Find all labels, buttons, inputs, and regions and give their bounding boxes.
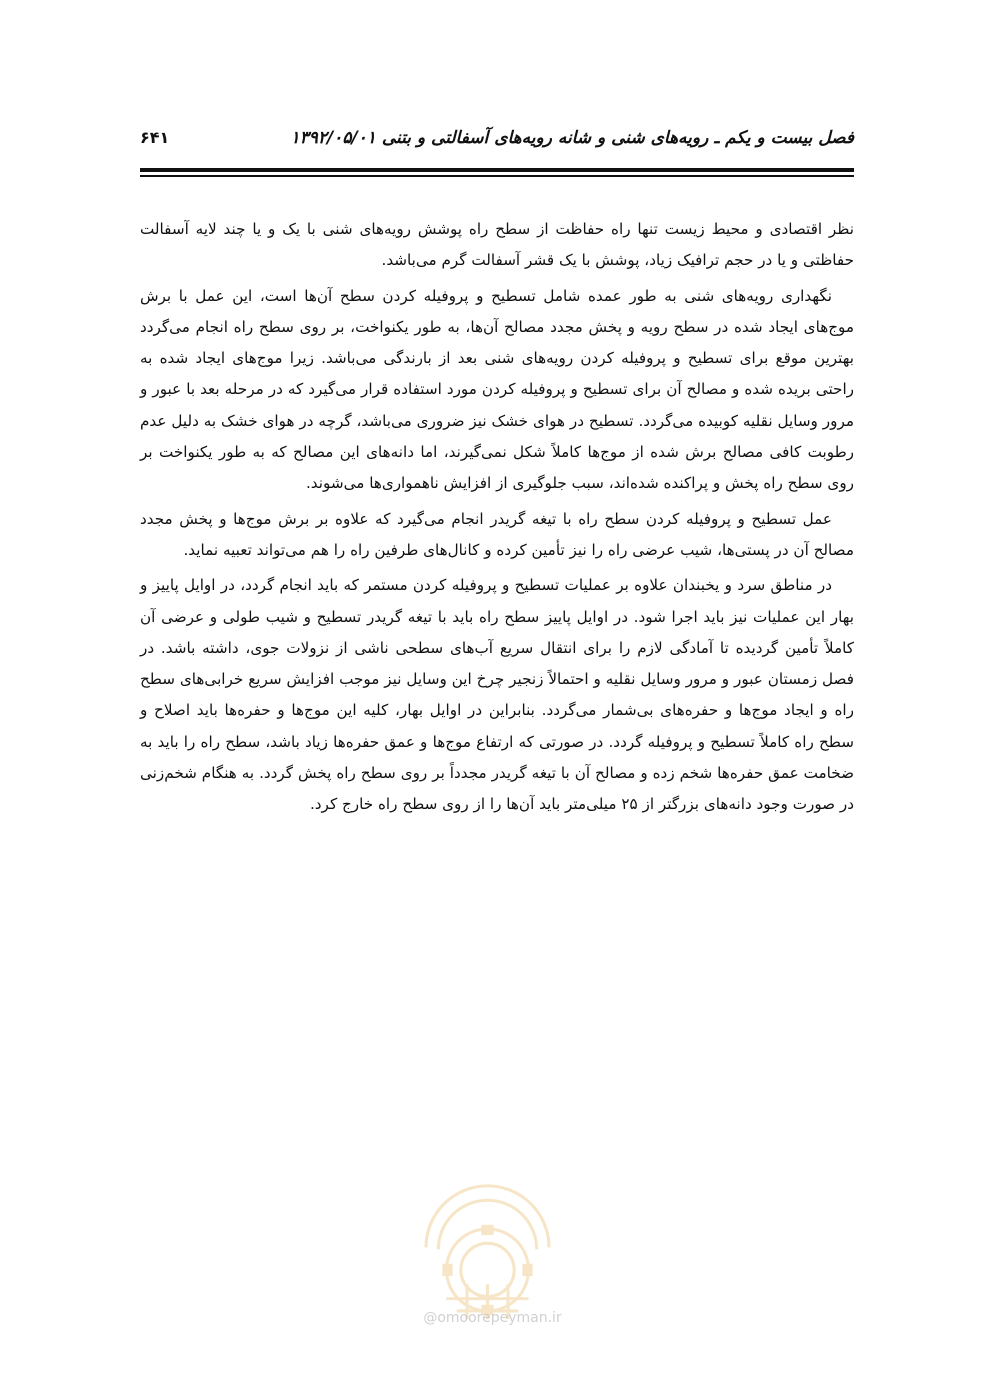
running-header [140, 128, 854, 162]
watermark-text: @omoorepeyman.ir [423, 1310, 562, 1326]
chapter-title: فصل بیست و یکم ـ رویه‌های شنی و شانه رویه‌های آسفالتی و بتنی ۱۳۹۲/۰۵/۰۱ [290, 128, 854, 148]
body-text [140, 214, 854, 825]
gear-seal-logo-icon [385, 1175, 590, 1330]
paragraph-4: در مناطق سرد و یخبندان علاوه بر عملیات تسطیح و پروفیله کردن مستمر که باید انجام گردد، در اوایل پاییز و بهار این عملیات نیز باید اجرا شود. در اوایل پاییز سطح راه باید با تیغه گریدر تسطیح و شیب طولی و عرضی آن کاملاً تأمین گردیده تا آمادگی لازم را برای انتقال سریع آب‌های سطحی ناشی از نزولات جوی، داشته باشد. در فصل زمستان عبور و مرور وسایل نقلیه و احتمالاً زنجیر چرخ این وسایل نیز موجب افزایش سریع خرابی‌های سطح راه و ایجاد موج‌ها و حفره‌های بی‌شمار می‌گردد. بنابراین در اوایل بهار، کلیه این موج‌ها و حفره‌ها باید اصلاح و سطح راه کاملاً تسطیح و پروفیله گردد. در صورتی که ارتفاع موج‌ها و عمق حفره‌ها زیاد باشد، سطح راه را باید به ضخامت عمق حفره‌ها شخم زده و مصالح آن با تیغه گریدر مجدداً بر روی سطح راه پخش گردد. به هنگام شخم‌زنی در صورت وجود دانه‌های بزرگتر از ۲۵ میلی‌متر باید آن‌ها را از روی سطح راه خارج کرد. [140, 576, 854, 814]
page-number: ۶۴۱ [140, 128, 170, 147]
paragraph-2: نگهداری رویه‌های شنی به طور عمده شامل تسطیح و پروفیله کردن سطح آن‌ها است، این عمل با برش موج‌های ایجاد شده در سطح رویه و پخش مجدد مصالح آن‌ها، به طور یکنواخت، بر روی سطح راه انجام می‌گردد بهترین موقع برای تسطیح و پروفیله کردن رویه‌های شنی بعد از بارندگی می‌باشد. زیرا موج‌های ایجاد شده به راحتی بریده شده و مصالح آن برای تسطیح و پروفیله کردن مورد استفاده قرار می‌گیرد که در مرحله بعد با عبور و مرور وسایل نقلیه کوبیده می‌گردد. تسطیح در هوای خشک نیز ضروری می‌باشد، گرچه در هوای خشک به دلیل عدم رطوبت کافی مصالح برش شده از موج‌ها کاملاً شکل نمی‌گیرند، اما دانه‌های این مصالح که به طور یکنواخت بر روی سطح راه پخش و پراکنده شده‌اند، سبب جلوگیری از افزایش ناهمواری‌ها می‌شوند. [140, 286, 854, 493]
header-rule-thin [140, 175, 854, 177]
paragraph-1: نظر اقتصادی و محیط زیست تنها راه حفاظت از سطح راه پوشش رویه‌های شنی با یک و یا چند لایه آسفالت حفاظتی و یا در حجم ترافیک زیاد، پوشش با یک قشر آسفالت گرم می‌باشد. [140, 220, 854, 270]
paragraph-3: عمل تسطیح و پروفیله کردن سطح راه با تیغه گریدر انجام می‌گیرد که علاوه بر برش موج‌ها و پخش مجدد مصالح آن در پستی‌ها، شیب عرضی راه را نیز تأمین کرده و کانال‌های طرفین راه را هم می‌تواند تعبیه نماید. [140, 509, 854, 559]
header-rule-thick [140, 168, 854, 172]
